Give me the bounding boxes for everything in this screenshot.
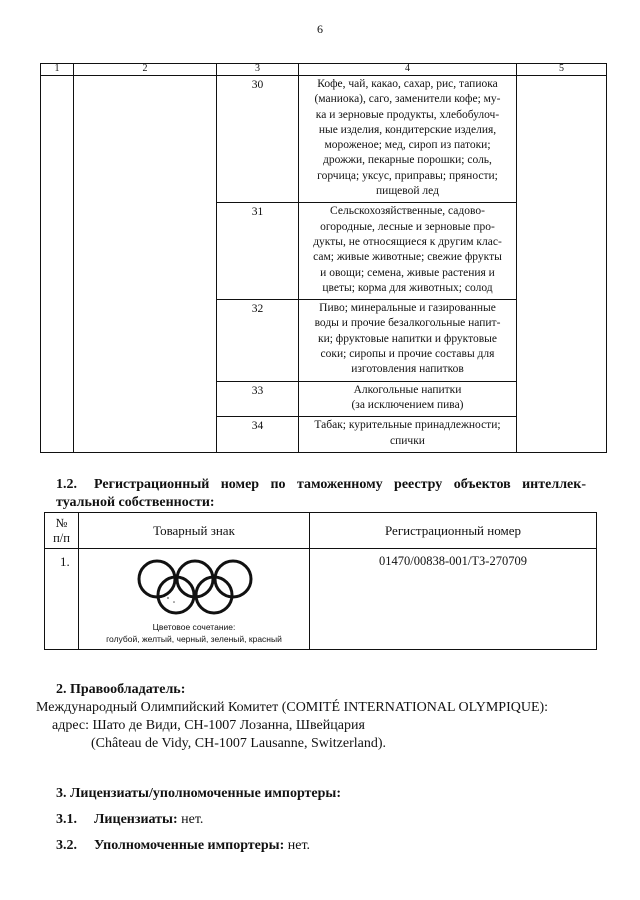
- color-combination-label: Цветовое сочетание:: [152, 622, 236, 632]
- class-description: Алкогольные напитки (за исключением пива): [299, 381, 517, 417]
- section-2-title: 2. Правообладатель:: [56, 682, 186, 697]
- classes-table: [40, 63, 607, 453]
- header-cell-5: 5: [517, 64, 607, 76]
- rightholder-address-latin: (Château de Vidy, CH-1007 Lausanne, Switzerland).: [91, 736, 387, 751]
- rightholder-name: Международный Олимпийский Комитет (COMITÉ INTERNATIONAL OLYMPIQUE):: [36, 700, 549, 715]
- color-combination-value: голубой, желтый, черный, зеленый, красный: [106, 634, 282, 644]
- registration-header-row: [45, 513, 597, 549]
- licensees-line: 3.1. Лицензиаты: нет.: [56, 812, 204, 827]
- rightholder-address: адрес: Шато де Види, СН-1007 Лозанна, Швейцария: [52, 718, 365, 733]
- class-description: Табак; курительные принадлежности; спички: [299, 417, 517, 453]
- section-3-title: 3. Лицензиаты/уполномоченные импортеры:: [56, 786, 342, 801]
- header-trademark: Товарный знак: [79, 513, 310, 549]
- table-row: [41, 76, 607, 203]
- class-number: 33: [217, 381, 299, 417]
- header-cell-3: 3: [217, 64, 299, 76]
- header-cell-4: 4: [299, 64, 517, 76]
- importers-line: 3.2. Уполномоченные импортеры: нет.: [56, 838, 311, 853]
- table-header-row: [41, 64, 607, 76]
- table-row: [45, 549, 597, 650]
- class-number: 30: [217, 76, 299, 203]
- class-description: Кофе, чай, какао, сахар, рис, тапиока (маниока), саго, заменители кофе; му- ка и зерновые продукты, хлебобулоч- ные изделия, кондитерские изделия, мороженое; мед, сироп из патоки; дрожжи, пекарные порошки; соль, горчица; уксус, приправы; пряности; пищевой лед: [299, 76, 517, 203]
- registration-number: 01470/00838-001/ТЗ-270709: [379, 554, 527, 568]
- row-number: 1.: [60, 554, 70, 569]
- header-number: № п/п: [45, 513, 79, 549]
- class-number: 34: [217, 417, 299, 453]
- table-row: [41, 417, 607, 453]
- class-description: Сельскохозяйственные, садово- огородные, лесные и зерновые про- дукты, не относящиеся к другим клас- сам; живые животные; свежие фрукты и овощи; семена, живые растения и цветы; корма для животных; солод: [299, 203, 517, 300]
- class-number: 31: [217, 203, 299, 300]
- registration-table: [44, 512, 597, 650]
- table-row: [41, 300, 607, 381]
- header-cell-1: 1: [41, 64, 74, 76]
- header-cell-2: 2: [74, 64, 217, 76]
- table-row: [41, 381, 607, 417]
- olympic-rings-icon: [130, 556, 260, 620]
- trademark-image: [80, 550, 308, 648]
- page-number: 6: [317, 22, 323, 36]
- class-number: 32: [217, 300, 299, 381]
- table-row: [41, 203, 607, 300]
- section-1-2-title: 1.2. Регистрационный номер по таможенному реестру объектов интеллек-туальной собственности:: [56, 477, 586, 510]
- header-regnum: Регистрационный номер: [310, 513, 597, 549]
- class-description: Пиво; минеральные и газированные воды и прочие безалкогольные напит- ки; фруктовые напитки и фруктовые соки; сиропы и прочие составы для изготовления напитков: [299, 300, 517, 381]
